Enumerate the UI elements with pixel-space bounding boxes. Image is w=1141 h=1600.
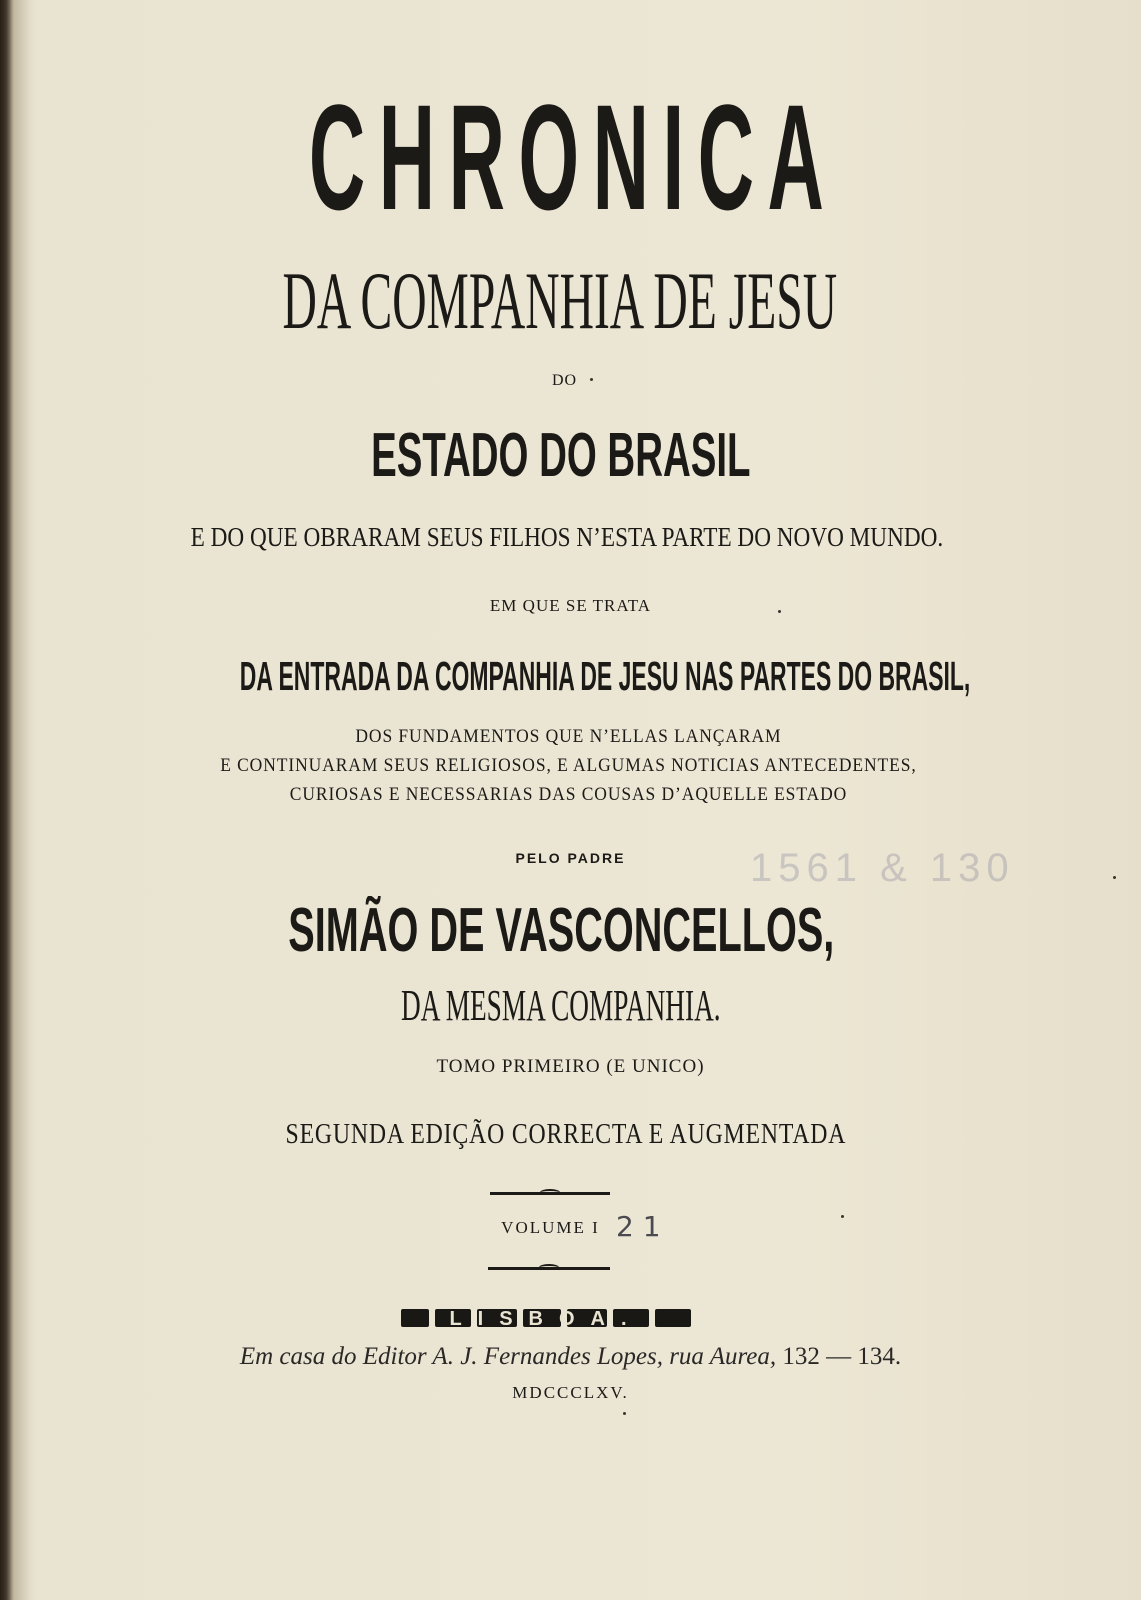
ornamental-rule-bottom xyxy=(488,1267,610,1270)
library-stamp: 1561 & 130 xyxy=(750,846,1015,890)
edition-line: SEGUNDA EDIÇÃO CORRECTA E AUGMENTADA xyxy=(285,1118,847,1150)
obraram-line: E DO QUE OBRARAM SEUS FILHOS N’ESTA PARTE DO NOVO MUNDO. xyxy=(190,522,944,552)
mesma-companhia: DA MESMA COMPANHIA. xyxy=(401,981,721,1030)
body-line-3: CURIOSAS E NECESSARIAS DAS COUSAS D’AQUELLE ESTADO xyxy=(289,784,848,805)
subtitle: DA COMPANHIA DE JESU xyxy=(282,255,838,346)
speck xyxy=(778,610,781,613)
main-title: CHRONICA xyxy=(308,73,838,241)
volume-label: VOLUME I xyxy=(501,1218,600,1237)
body-line-1: DOS FUNDAMENTOS QUE N’ELLAS LANÇARAM xyxy=(355,726,782,747)
speck xyxy=(623,1412,626,1415)
volume-handwritten-mark: 2 1 xyxy=(616,1210,661,1243)
publication-date: MDCCCLXV. xyxy=(512,1383,629,1402)
imprint-text: Em casa do Editor A. J. Fernandes Lopes, rua Aurea, xyxy=(239,1343,777,1370)
em-que-line: EM QUE SE TRATA xyxy=(489,596,652,615)
speck xyxy=(1113,876,1116,879)
imprint-line xyxy=(0,1342,1141,1372)
speck xyxy=(590,378,593,381)
author-name: SIMÃO DE VASCONCELLOS, xyxy=(288,896,835,965)
imprint-numbers: 132 — 134. xyxy=(782,1343,902,1370)
tomo-line: TOMO PRIMEIRO (E UNICO) xyxy=(436,1056,705,1077)
body-line-2: E CONTINUARAM SEUS RELIGIOSOS, E ALGUMAS NOTICIAS ANTECEDENTES, xyxy=(220,755,917,776)
ornamental-rule-top xyxy=(490,1192,610,1195)
pelo-padre: PELO PADRE xyxy=(515,850,626,866)
entrada-heading: DA ENTRADA DA COMPANHIA DE JESU NAS PARTES DO BRASIL, xyxy=(239,653,971,699)
connector-do: DO xyxy=(551,372,578,389)
estado-heading: ESTADO DO BRASIL xyxy=(371,421,751,490)
city-name: LISBOA. xyxy=(449,1308,643,1330)
speck xyxy=(841,1215,844,1218)
